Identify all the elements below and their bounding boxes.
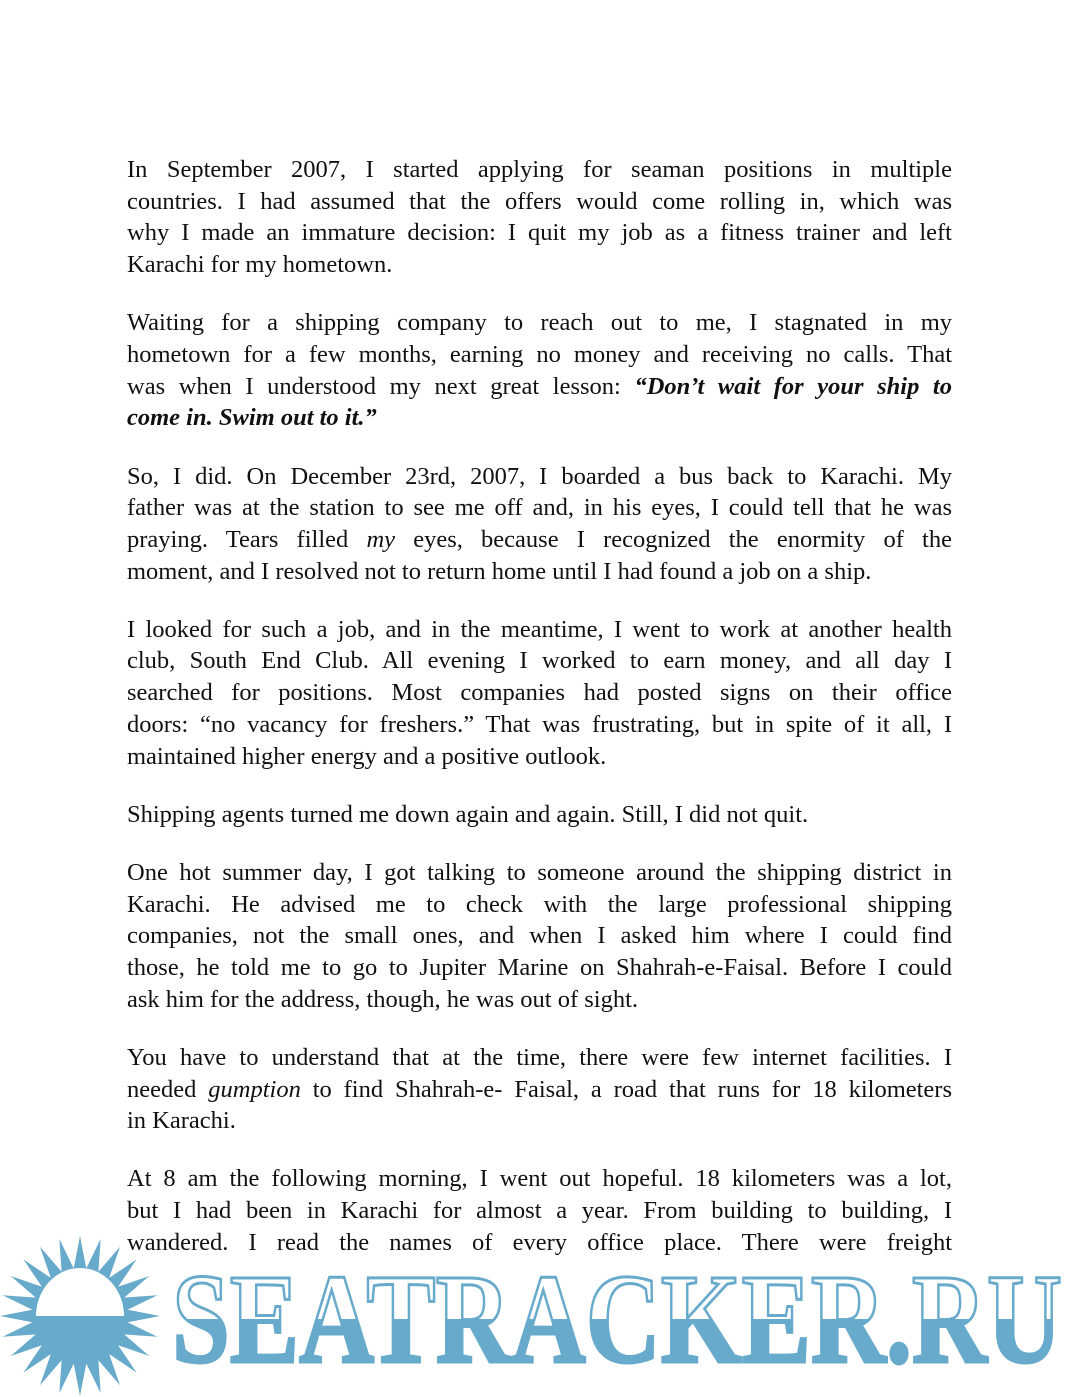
text-line bbox=[127, 677, 952, 709]
text-line bbox=[127, 799, 952, 831]
text-segment: So, I did. On December 23rd, 2007, I boarded a bus back to Karachi. My bbox=[127, 462, 952, 490]
text-segment: in Karachi. bbox=[127, 1107, 236, 1135]
text-segment: Waiting for a shipping company to reach out to me, I stagnated in my bbox=[127, 309, 952, 337]
paragraph bbox=[127, 154, 952, 281]
text-line bbox=[127, 920, 952, 952]
text-line bbox=[127, 1195, 952, 1227]
text-segment: At 8 am the following morning, I went out hopeful. 18 kilometers was a lot, bbox=[127, 1165, 952, 1193]
text-segment: One hot summer day, I got talking to someone around the shipping district in bbox=[127, 858, 952, 886]
paragraph bbox=[127, 614, 952, 772]
text-segment: wandered. I read the names of every office place. There were freight bbox=[127, 1228, 952, 1256]
seatracker-watermark-logo bbox=[0, 1232, 1080, 1397]
emphasized-text: gumption bbox=[208, 1075, 301, 1103]
text-line bbox=[127, 492, 952, 524]
text-line bbox=[127, 217, 952, 249]
document-body bbox=[127, 154, 952, 1285]
text-line bbox=[127, 984, 952, 1016]
text-line bbox=[127, 339, 952, 371]
text-segment: hometown for a few months, earning no money and receiving no calls. That bbox=[127, 340, 952, 368]
text-line bbox=[127, 645, 952, 677]
text-segment: doors: “no vacancy for freshers.” That was frustrating, but in spite of it all, I bbox=[127, 710, 952, 738]
text-line bbox=[127, 556, 952, 588]
text-line bbox=[127, 614, 952, 646]
text-segment: to find Shahrah-e- Faisal, a road that runs for 18 kilometers bbox=[300, 1075, 952, 1103]
text-line bbox=[127, 186, 952, 218]
text-line bbox=[127, 741, 952, 773]
text-line bbox=[127, 524, 952, 556]
text-segment: father was at the station to see me off and, in his eyes, I could tell that he was bbox=[127, 494, 952, 522]
text-segment: eyes, because I recognized the enormity of the bbox=[395, 525, 952, 553]
text-segment: In September 2007, I started applying for seaman positions in multiple bbox=[127, 156, 952, 183]
text-line bbox=[127, 1163, 952, 1195]
text-segment: those, he told me to go to Jupiter Marine on Shahrah-e-Faisal. Before I could bbox=[127, 953, 952, 981]
text-segment: moment, and I resolved not to return home until I had found a job on a ship. bbox=[127, 557, 872, 585]
text-line bbox=[127, 154, 952, 186]
text-line bbox=[127, 402, 952, 434]
text-line bbox=[127, 1042, 952, 1074]
sun-icon bbox=[0, 1236, 160, 1396]
text-segment: maintained higher energy and a positive outlook. bbox=[127, 742, 607, 770]
text-line bbox=[127, 952, 952, 984]
text-segment: ask him for the address, though, he was out of sight. bbox=[127, 985, 639, 1013]
text-segment: companies, not the small ones, and when I asked him where I could find bbox=[127, 922, 952, 950]
text-segment: was when I understood my next great lesson: bbox=[127, 372, 635, 400]
text-segment: You have to understand that at the time, there were few internet facilities. I bbox=[127, 1043, 952, 1071]
text-line bbox=[127, 1105, 952, 1137]
text-segment: Karachi. He advised me to check with the large professional shipping bbox=[127, 890, 952, 918]
text-line bbox=[127, 889, 952, 921]
text-segment: searched for positions. Most companies had posted signs on their office bbox=[127, 679, 952, 707]
paragraph bbox=[127, 799, 952, 831]
text-line bbox=[127, 307, 952, 339]
emphasized-text: my bbox=[366, 525, 396, 553]
paragraph bbox=[127, 1042, 952, 1137]
emphasized-text: come in. Swim out to it.” bbox=[127, 404, 377, 432]
text-line bbox=[127, 249, 952, 281]
text-line bbox=[127, 709, 952, 741]
text-line bbox=[127, 857, 952, 889]
emphasized-text: “Don’t wait for your ship to bbox=[634, 372, 952, 400]
text-segment: I looked for such a job, and in the meantime, I went to work at another health bbox=[127, 615, 952, 643]
text-segment: needed bbox=[127, 1075, 209, 1103]
text-segment: Karachi for my hometown. bbox=[127, 251, 393, 279]
paragraph bbox=[127, 857, 952, 1015]
text-segment: countries. I had assumed that the offers would come rolling in, which was bbox=[127, 187, 952, 215]
text-line bbox=[127, 1074, 952, 1106]
text-segment: but I had been in Karachi for almost a year. From building to building, I bbox=[127, 1197, 952, 1225]
paragraph bbox=[127, 307, 952, 434]
watermark-text: SEATRACKER.RU bbox=[172, 1248, 1062, 1390]
text-line bbox=[127, 371, 952, 403]
text-segment: club, South End Club. All evening I worked to earn money, and all day I bbox=[127, 647, 952, 675]
paragraph bbox=[127, 461, 952, 588]
text-line bbox=[127, 461, 952, 493]
text-segment: why I made an immature decision: I quit my job as a fitness trainer and left bbox=[127, 219, 952, 247]
text-segment: Shipping agents turned me down again and again. Still, I did not quit. bbox=[127, 800, 809, 828]
text-segment: praying. Tears filled bbox=[127, 525, 367, 553]
